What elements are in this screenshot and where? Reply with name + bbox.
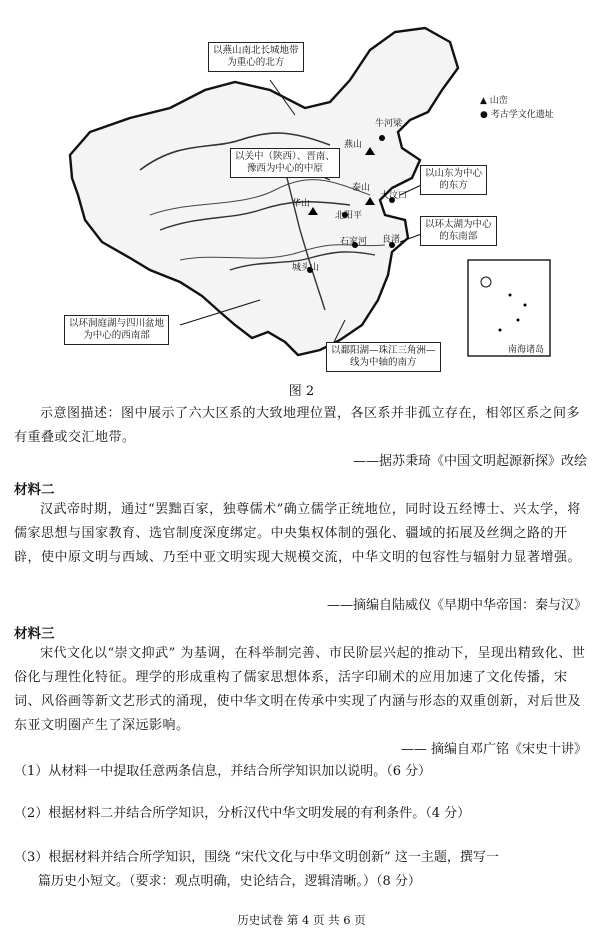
material-2-text: 汉武帝时期，通过“罢黜百家，独尊儒术”确立儒学正统地位，同时设五经博士、兴太学，将儒家思想与国家教育、选官制度深度绑定。中央集权体制的强化、疆域的拓展及丝绸之路的开辟，使中原文明与西域、乃至中亚文明实现大规模交流，中华文明的包容性与辐射力显著增强。 xyxy=(14,502,582,565)
map-description: 示意图描述：图中展示了六大区系的大致地理位置，各区系并非孤立存在，相邻区系之间多有重叠或交汇地带。 xyxy=(14,406,581,445)
region-southeast-label: 以环太湖为中心 的东南部 xyxy=(420,216,497,246)
place-label: 燕山 xyxy=(344,140,363,150)
source-2: ——摘编自陆威仪《早期中华帝国：秦与汉》 xyxy=(326,598,587,613)
question-3-line-1: （3）根据材料并结合所学知识，围绕 “宋代文化与中华文明创新” 这一主题，撰写一 xyxy=(14,850,499,865)
region-north-label: 以燕山南北长城地带 为重心的北方 xyxy=(208,42,304,72)
inset-label: 南海诸岛 xyxy=(508,345,545,355)
china-culture-map xyxy=(30,20,595,376)
material-3-text: 宋代文化以“崇文抑武” 为基调，在科举制完善、市民阶层兴起的推动下，呈现出精致化、世俗化与理性化特征。理学的形成重构了儒家思想体系，活字印刷术的应用加速了文化传播，宋词、风俗画等新文艺形式的涌现，使中华文明在传承中实现了内涵与形态的双重创新，对后世及东亚文明圈产生了深远影响。 xyxy=(14,646,586,733)
place-label: 牛河梁 xyxy=(375,119,403,129)
question-2: （2）根据材料二并结合所学知识，分析汉代中华文明发展的有利条件。（4 分） xyxy=(14,806,471,821)
question-3-line-2: 篇历史小短文。（要求：观点明确，史论结合，逻辑清晰。）（8 分） xyxy=(38,874,421,889)
question-1: （1）从材料一中提取任意两条信息，并结合所学知识加以说明。（6 分） xyxy=(14,764,432,779)
place-label: 泰山 xyxy=(352,183,371,193)
place-label: 大汶口 xyxy=(380,191,408,201)
region-east-label: 以山东为中心 的东方 xyxy=(420,165,487,195)
material-2-heading: 材料二 xyxy=(14,482,55,498)
place-label: 石家河 xyxy=(340,237,368,247)
place-label: 城头山 xyxy=(292,263,320,273)
map-legend: ▲ 山峦 ● 考古学文化遗址 xyxy=(480,96,554,120)
region-south-label: 以鄱阳湖—珠江三角洲— 线为中轴的南方 xyxy=(326,342,441,372)
mountain-icon: ▲ xyxy=(480,96,487,106)
page-footer: 历史试卷 第 4 页 共 6 页 xyxy=(237,913,366,927)
source-1: ——据苏秉琦《中国文明起源新探》改绘 xyxy=(352,454,587,469)
place-label: 北阳平 xyxy=(335,211,363,221)
region-central-label: 以关中（陕西）、晋南、 豫西为中心的中原 xyxy=(230,148,340,178)
site-icon: ● xyxy=(480,110,488,120)
place-label: 华山 xyxy=(292,199,311,209)
material-3-heading: 材料三 xyxy=(14,626,55,642)
place-label: 良渚 xyxy=(382,235,401,245)
region-southwest-label: 以环洞庭湖与四川盆地 为中心的西南部 xyxy=(64,315,169,345)
source-3: —— 摘编自邓广铭《宋史十讲》 xyxy=(400,742,587,757)
figure-caption: 图 2 xyxy=(288,384,315,399)
